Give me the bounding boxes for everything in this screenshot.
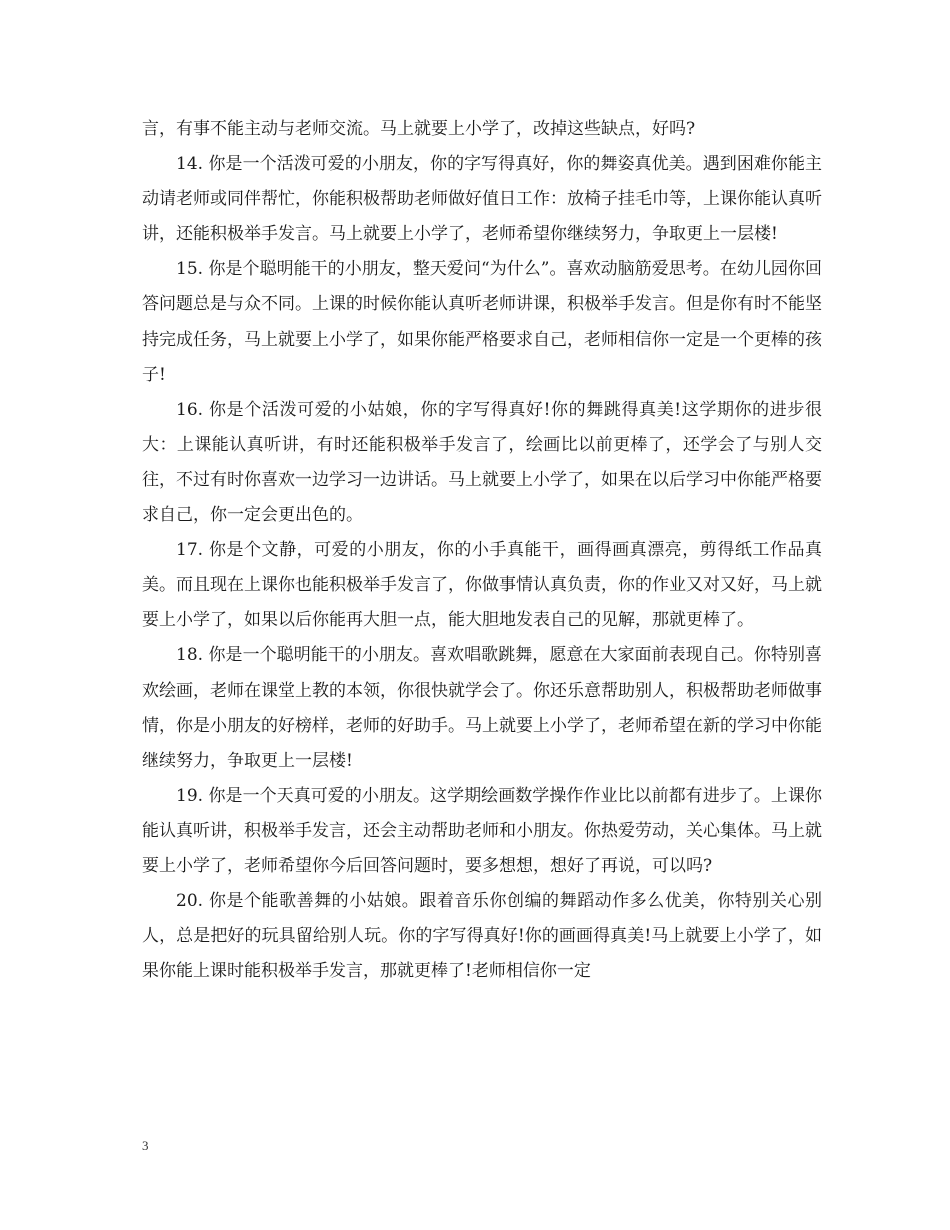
paragraph-item-17: 17. 你是个文静，可爱的小朋友，你的小手真能干，画得画真漂亮，剪得纸工作品真美。而且现在上课你也能积极举手发言了，你做事情认真负责，你的作业又对又好，马上就要上小学了，如果以后你能再大胆一点，能大胆地发表自己的见解，那就更棒了。 (142, 540, 822, 631)
document-body (142, 112, 822, 989)
paragraph-item-14: 14. 你是一个活泼可爱的小朋友，你的字写得真好，你的舞姿真优美。遇到困难你能主动请老师或同伴帮忙，你能积极帮助老师做好值日工作：放椅子挂毛巾等，上课你能认真听讲，还能积极举手发言。马上就要上小学了，老师希望你继续努力，争取更上一层楼! (142, 154, 822, 245)
paragraph-continuation: 言，有事不能主动与老师交流。马上就要上小学了，改掉这些缺点，好吗? (142, 119, 696, 139)
page-number: 3 (142, 1138, 149, 1153)
paragraph-item-15: 15. 你是个聪明能干的小朋友，整天爱问“为什么”。喜欢动脑筋爱思考。在幼儿园你回答问题总是与众不同。上课的时候你能认真听老师讲课，积极举手发言。但是你有时不能坚持完成任务，马上就要上小学了，如果你能严格要求自己，老师相信你一定是一个更棒的孩子! (142, 259, 822, 385)
paragraph-item-18: 18. 你是一个聪明能干的小朋友。喜欢唱歌跳舞，愿意在大家面前表现自己。你特别喜欢绘画，老师在课堂上教的本领，你很快就学会了。你还乐意帮助别人，积极帮助老师做事情，你是小朋友的好榜样，老师的好助手。马上就要上小学了，老师希望在新的学习中你能继续努力，争取更上一层楼! (142, 645, 822, 771)
paragraph-item-20: 20. 你是个能歌善舞的小姑娘。跟着音乐你创编的舞蹈动作多么优美，你特别关心别人，总是把好的玩具留给别人玩。你的字写得真好!你的画画得真美!马上就要上小学了，如果你能上课时能积极举手发言，那就更棒了!老师相信你一定 (142, 891, 822, 982)
paragraph-item-16: 16. 你是个活泼可爱的小姑娘，你的字写得真好!你的舞跳得真美!这学期你的进步很大：上课能认真听讲，有时还能积极举手发言了，绘画比以前更棒了，还学会了与别人交往，不过有时你喜欢一边学习一边讲话。马上就要上小学了，如果在以后学习中你能严格要求自己，你一定会更出色的。 (142, 399, 822, 526)
paragraph-item-19: 19. 你是一个天真可爱的小朋友。这学期绘画数学操作作业比以前都有进步了。上课你能认真听讲，积极举手发言，还会主动帮助老师和小朋友。你热爱劳动，关心集体。马上就要上小学了，老师希望你今后回答问题时，要多想想，想好了再说，可以吗? (142, 785, 822, 876)
